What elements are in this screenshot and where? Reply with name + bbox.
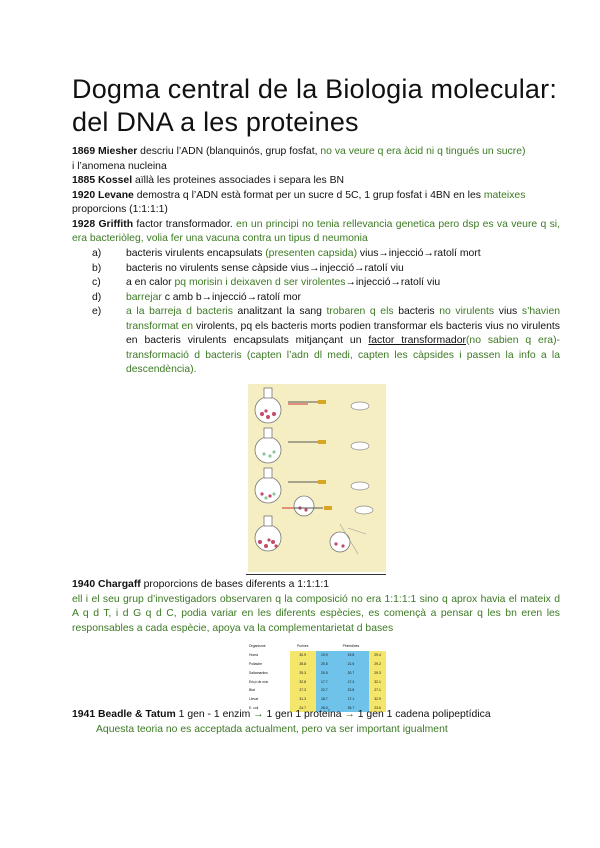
table-cell: Pollastre xyxy=(249,661,263,666)
entry-year: 1941 xyxy=(72,709,96,720)
table-cell: 32.8 xyxy=(290,677,316,686)
list-text: bacteris virulents encapsulats xyxy=(126,248,266,259)
entry-text: 1 gen 1 cadena polipeptídica xyxy=(354,709,491,720)
list-note: pq morisin i deixaven d ser virolentes xyxy=(174,277,346,288)
table-row xyxy=(248,668,386,677)
entry-name: Miesher xyxy=(98,146,138,157)
table-cell: 19.9 xyxy=(316,651,333,660)
entry-1885 xyxy=(72,174,560,189)
table-header xyxy=(248,642,386,651)
entry-note: en un principi no tenia rellevancia genetica pero dsp es va veure q si, era bacteriòleg, volia fer una vacuna contra un tipus d neumonia xyxy=(72,218,560,244)
table-header-cell: Organisme xyxy=(249,644,266,649)
entry-1941 xyxy=(72,708,560,723)
table-cell: E. coli xyxy=(249,705,259,710)
entry-name: Levane xyxy=(98,189,134,201)
table-cell: 20.7 xyxy=(333,668,369,677)
list-text: c amb b→injecció→ratolí mor xyxy=(161,291,301,303)
list-note: no virulents xyxy=(439,306,495,317)
table-cell: 17.7 xyxy=(316,677,333,686)
table-cell: Eriçó de mar xyxy=(249,679,269,684)
table-row xyxy=(248,651,386,660)
list-text: a en calor xyxy=(126,277,175,288)
table-cell: 27.1 xyxy=(369,686,386,695)
table-cell: Humà xyxy=(249,653,259,658)
entry-name: Beadle & Tatum xyxy=(98,709,176,720)
entry-year: 1920 xyxy=(72,189,96,201)
list-text: bacteris xyxy=(393,306,440,317)
griffith-experiment-illustration xyxy=(248,384,386,572)
table-cell: 20.5 xyxy=(316,668,333,677)
table-cell: 28.8 xyxy=(290,660,316,669)
list-note: (no sabien q era)-transformació d bacteris (capten l’adn dl medi, capten les càpsides i passen la info a la descendència). xyxy=(126,335,560,375)
list-note: barrejar xyxy=(126,291,162,303)
entry-1940 xyxy=(72,578,560,593)
table-cell: 22.7 xyxy=(316,686,333,695)
entry-year: 1928 xyxy=(72,218,96,230)
arrow-icon: → xyxy=(344,709,355,720)
entry-text: aïllà les proteines associades i separa les BN xyxy=(132,175,345,186)
entry-1869 xyxy=(72,145,560,174)
entry-name: Kossel xyxy=(98,175,133,186)
list-text: vius xyxy=(494,306,522,317)
table-row xyxy=(248,695,386,704)
table-cell: 19.8 xyxy=(333,651,369,660)
list-marker: b) xyxy=(92,262,102,274)
entry-year: 1869 xyxy=(72,146,96,157)
flask-diagram-icon xyxy=(248,384,386,572)
list-marker: c) xyxy=(92,277,101,288)
entry-text-tail: i l’anomena nucleina xyxy=(72,160,167,172)
entry-text: proporcions de bases diferents a 1:1:1:1 xyxy=(140,579,330,590)
entry-text: demostra q l’ADN està format per un sucre d 5C, 1 grup fosfat i 4BN en les xyxy=(133,189,484,201)
table-cell: 32.1 xyxy=(369,677,386,686)
table-cell: 17.1 xyxy=(333,695,369,704)
table-cell: 26.0 xyxy=(316,704,333,713)
table-cell: 22.8 xyxy=(333,686,369,695)
entry-name: Griffith xyxy=(98,218,134,230)
entry-name: Chargaff xyxy=(98,579,141,590)
entry-note: no va veure q era àcid ni q tingués un sucre) xyxy=(320,146,526,157)
horizontal-rule xyxy=(246,574,386,575)
entry-year: 1885 xyxy=(72,175,96,186)
entry-text: factor transformador. xyxy=(133,218,237,230)
table-cell: 29.3 xyxy=(369,668,386,677)
entry-text: 1 gen 1 proteina xyxy=(263,709,345,720)
list-note: a la barreja d bacteris xyxy=(126,306,233,317)
table-cell: 20.5 xyxy=(316,660,333,669)
table-row xyxy=(248,686,386,695)
table-cell: 24.7 xyxy=(290,704,316,713)
list-marker: a) xyxy=(92,248,102,259)
table-cell: 21.5 xyxy=(333,660,369,669)
entry-text: descriu l’ADN (blanquinós, grup fosfat, xyxy=(137,146,321,157)
table-cell: 17.3 xyxy=(333,677,369,686)
entry-text: 1 gen - 1 enzim xyxy=(175,709,254,720)
entry-text-tail: proporcions (1:1:1:1) xyxy=(72,204,168,215)
page-title: Dogma central de la Biologia molecular: del DNA a les proteines xyxy=(72,74,558,137)
underlined-term: factor transformador xyxy=(368,335,466,346)
table-cell: Blat xyxy=(249,688,255,693)
table-cell: 18.7 xyxy=(316,695,333,704)
table-cell: 32.9 xyxy=(369,695,386,704)
base-composition-table xyxy=(248,642,386,712)
table-cell: 29.4 xyxy=(369,651,386,660)
table-cell: 31.3 xyxy=(290,695,316,704)
table-cell: 25.7 xyxy=(333,704,369,713)
list-note: (presenten capsida) xyxy=(265,248,358,259)
list-note: trobaren q els xyxy=(326,306,394,317)
list-text: analitzant la sang xyxy=(232,306,327,317)
list-text: virolents, pq els bacteris morts podien transformar els bacteris vius no virulents en bacteris virulents encapsulats mitjançant un xyxy=(126,320,560,346)
arrow-icon: → xyxy=(253,709,264,720)
table-cell: Saltamartins xyxy=(249,670,268,675)
entry-1928 xyxy=(72,218,560,247)
table-row xyxy=(248,677,386,686)
entry-1920 xyxy=(72,189,560,218)
table-cell: 27.3 xyxy=(290,686,316,695)
table-cell: 23.6 xyxy=(369,704,386,713)
entry-1941-note: Aquesta teoria no es acceptada actualment, pero va ser important igualment xyxy=(96,723,448,735)
table-cell: 29.3 xyxy=(290,668,316,677)
table-header-cell: Purines xyxy=(296,644,309,649)
list-text: bacteris no virulents sense càpside vius→injecció→ratolí viu xyxy=(126,262,404,274)
list-marker: d) xyxy=(92,291,102,303)
table-header-cell: Pirimidines xyxy=(342,644,360,649)
entry-1940-note: ell i el seu grup d’investigadors observaren q la composició no era 1:1:1:1 sino q aprox havia el mateix d A q d T, i d G q d C, podia variar en les diferents espècies, es començà a pensar q les bn eren les responsables a cada espècie, apoya va la complementarietat d bases xyxy=(72,593,560,634)
list-note: s’havien transformat en xyxy=(126,306,560,332)
table-header-cell xyxy=(316,642,333,651)
list-text: vius→injecció→ratolí mort xyxy=(357,248,481,259)
table-header-cell xyxy=(369,642,386,651)
table-cell: Llevat xyxy=(249,697,259,702)
list-text: →injecció→ratolí viu xyxy=(345,277,441,288)
table-cell: 29.2 xyxy=(369,660,386,669)
list-marker: e) xyxy=(92,306,102,317)
table-row xyxy=(248,660,386,669)
entry-year: 1940 xyxy=(72,579,96,590)
table-cell: 30.9 xyxy=(290,651,316,660)
entry-note: mateixes xyxy=(483,189,526,201)
